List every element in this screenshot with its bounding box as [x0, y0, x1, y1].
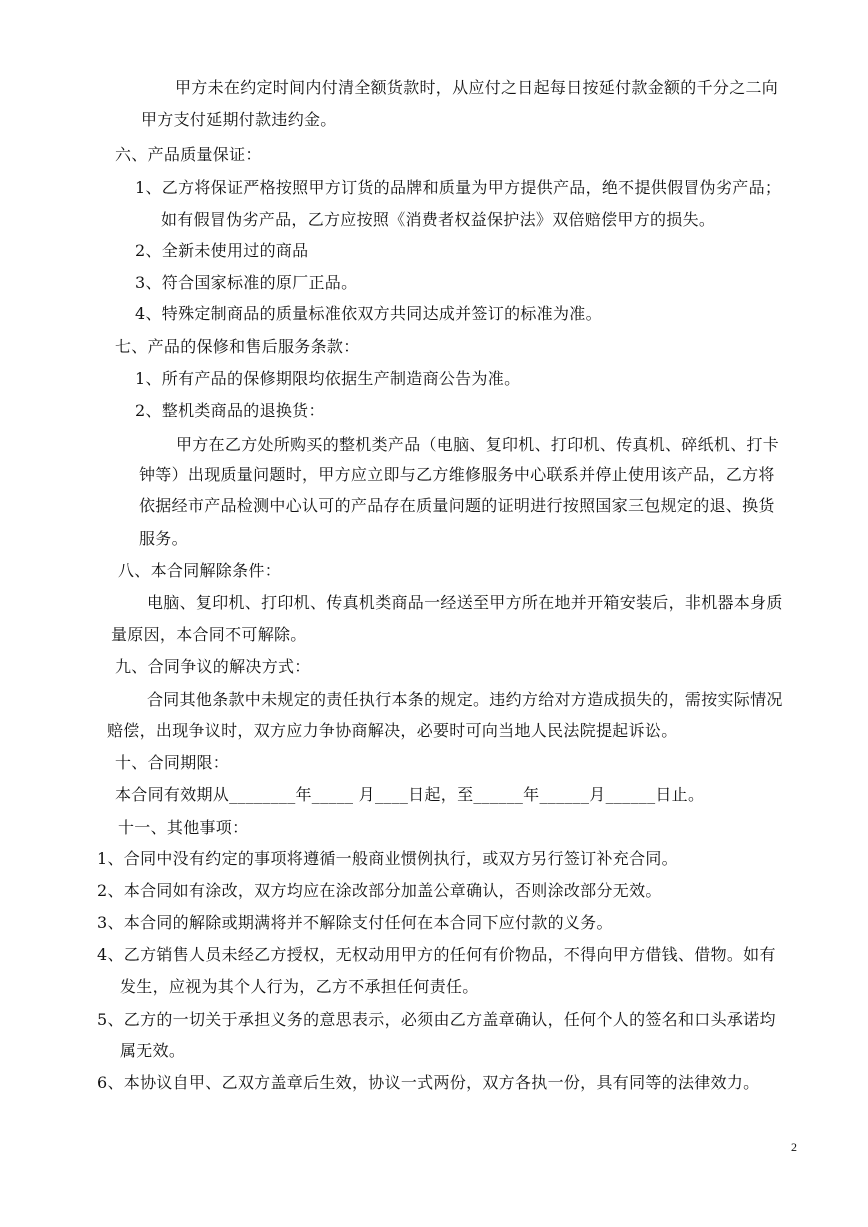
text-line: 1、所有产品的保修期限均依据生产制造商公告为准。 — [135, 369, 521, 388]
text-line: 1、合同中没有约定的事项将遵循一般商业惯例执行，或双方另行签订补充合同。 — [97, 849, 678, 868]
section-heading: 十、合同期限： — [115, 753, 230, 772]
text-line: 1、乙方将保证严格按照甲方订货的品牌和质量为甲方提供产品，绝不提供假冒伪劣产品； — [135, 178, 782, 197]
section-heading: 十一、其他事项： — [118, 818, 249, 837]
section-heading: 七、产品的保修和售后服务条款： — [115, 337, 360, 356]
text-line: 2、本合同如有涂改，双方均应在涂改部分加盖公章确认，否则涂改部分无效。 — [97, 881, 662, 900]
text-line: 4、特殊定制商品的质量标准依双方共同达成并签订的标准为准。 — [135, 304, 602, 323]
text-line: 量原因，本合同不可解除。 — [111, 625, 307, 644]
text-line: 甲方在乙方处所购买的整机类产品（电脑、复印机、打印机、传真机、碎纸机、打卡 — [176, 435, 780, 454]
text-line: 依据经市产品检测中心认可的产品存在质量问题的证明进行按照国家三包规定的退、换货 — [139, 496, 775, 515]
page-number: 2 — [791, 1140, 797, 1154]
text-line: 2、整机类商品的退换货： — [135, 401, 325, 420]
contract-period-line: 本合同有效期从________年_____ 月____日起，至______年______月______日止。 — [115, 785, 705, 804]
text-line: 2、全新未使用过的商品 — [135, 241, 309, 260]
text-line: 属无效。 — [120, 1041, 186, 1060]
text-line: 甲方支付延期付款违约金。 — [141, 110, 337, 129]
text-line: 合同其他条款中未规定的责任执行本条的规定。违约方给对方造成损失的，需按实际情况 — [147, 690, 783, 709]
text-line: 4、乙方销售人员未经乙方授权，无权动用甲方的任何有价物品，不得向甲方借钱、借物。如有 — [97, 945, 776, 964]
text-line: 3、符合国家标准的原厂正品。 — [135, 273, 358, 292]
text-line: 发生，应视为其个人行为，乙方不承担任何责任。 — [120, 977, 479, 996]
text-line: 服务。 — [139, 529, 188, 548]
text-line: 甲方未在约定时间内付清全额货款时，从应付之日起每日按延付款金额的千分之二向 — [175, 78, 779, 97]
text-line: 6、本协议自甲、乙双方盖章后生效，协议一式两份，双方各执一份，具有同等的法律效力。 — [97, 1073, 760, 1092]
section-heading: 八、本合同解除条件： — [118, 561, 282, 580]
text-line: 5、乙方的一切关于承担义务的意思表示，必须由乙方盖章确认，任何个人的签名和口头承诺均 — [97, 1010, 776, 1029]
text-line: 电脑、复印机、打印机、传真机类商品一经送至甲方所在地并开箱安装后，非机器本身质 — [147, 593, 783, 612]
text-line: 如有假冒伪劣产品，乙方应按照《消费者权益保护法》双倍赔偿甲方的损失。 — [161, 210, 716, 229]
section-heading: 九、合同争议的解决方式： — [115, 657, 311, 676]
section-heading: 六、产品质量保证： — [115, 145, 262, 164]
text-line: 3、本合同的解除或期满将并不解除支付任何在本合同下应付款的义务。 — [97, 913, 613, 932]
text-line: 赔偿，出现争议时，双方应力争协商解决，必要时可向当地人民法院提起诉讼。 — [107, 721, 678, 740]
text-line: 钟等）出现质量问题时，甲方应立即与乙方维修服务中心联系并停止使用该产品，乙方将 — [139, 465, 775, 484]
